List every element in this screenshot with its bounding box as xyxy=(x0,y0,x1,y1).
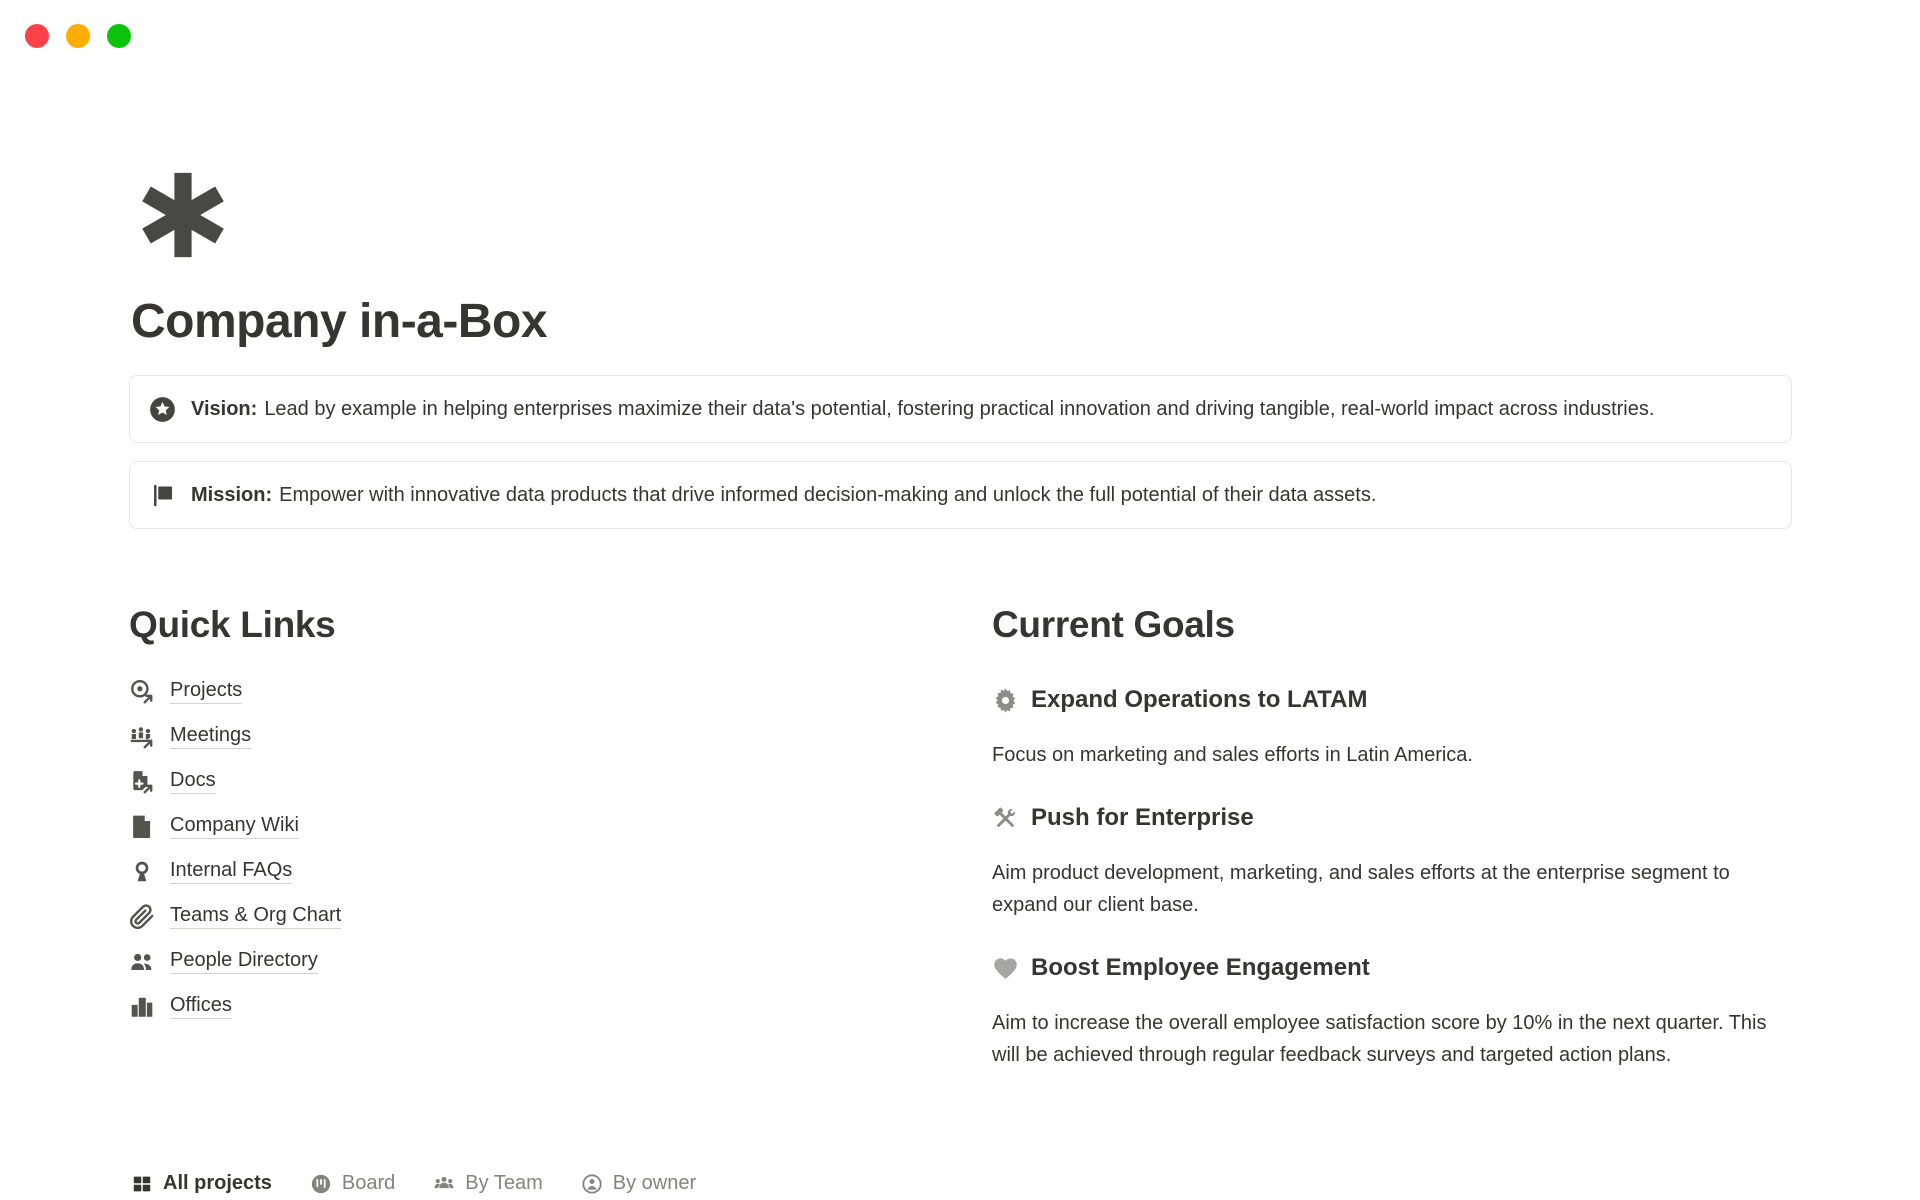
goal-description: Aim to increase the overall employee satisfaction score by 10% in the next quarter. This will be achieved through regular feedback surveys and targeted action plans. xyxy=(992,1012,1767,1066)
goal-description: Focus on marketing and sales efforts in Latin America. xyxy=(992,744,1473,766)
goal-title: Boost Employee Engagement xyxy=(1031,954,1370,981)
tab-label: Board xyxy=(341,1172,396,1194)
list-item xyxy=(129,804,947,849)
quick-link-teams-org-chart[interactable]: Teams & Org Chart xyxy=(170,904,341,929)
quick-links-heading: Quick Links xyxy=(129,604,336,645)
quick-links-column xyxy=(129,529,947,1091)
current-goals-heading: Current Goals xyxy=(992,604,1235,645)
goal-title: Push for Enterprise xyxy=(1031,804,1254,831)
quick-link-meetings[interactable]: Meetings xyxy=(170,724,251,749)
tab-by-owner[interactable] xyxy=(581,1172,696,1195)
goal-title-row xyxy=(992,803,1792,833)
goal-item xyxy=(992,953,1792,1071)
goal-title-row xyxy=(992,685,1792,715)
quick-links-list xyxy=(129,669,947,1029)
people-icon xyxy=(129,949,155,975)
list-item xyxy=(129,669,947,714)
mission-callout xyxy=(129,461,1792,529)
flag-icon xyxy=(149,482,176,509)
mission-label: Mission: xyxy=(191,484,273,506)
grid-view-icon xyxy=(131,1173,153,1195)
list-item xyxy=(129,939,947,984)
page-content xyxy=(129,0,1792,1091)
list-item xyxy=(129,759,947,804)
owner-view-icon xyxy=(581,1173,603,1195)
quick-link-projects[interactable]: Projects xyxy=(170,679,242,704)
team-view-icon xyxy=(433,1173,455,1195)
page-title: Company in-a-Box xyxy=(131,295,548,348)
buildings-icon xyxy=(129,994,155,1020)
database-view-tabs xyxy=(131,1172,696,1195)
list-item xyxy=(129,849,947,894)
goal-description: Aim product development, marketing, and sales efforts at the enterprise segment to expand our client base. xyxy=(992,862,1730,916)
mission-text xyxy=(191,479,1376,511)
list-item xyxy=(129,984,947,1029)
vision-body: Lead by example in helping enterprises maximize their data's potential, fostering practical innovation and driving tangible, real-world impact across industries. xyxy=(264,398,1655,420)
target-link-icon xyxy=(129,679,155,705)
meeting-link-icon xyxy=(129,724,155,750)
two-column-section xyxy=(129,529,1792,1091)
minimize-button[interactable] xyxy=(66,24,90,48)
tab-all-projects[interactable] xyxy=(131,1172,272,1195)
vision-callout xyxy=(129,375,1792,443)
goal-item xyxy=(992,685,1792,771)
gear-icon xyxy=(992,687,1019,714)
tab-by-team[interactable] xyxy=(433,1172,542,1195)
quick-link-internal-faqs[interactable]: Internal FAQs xyxy=(170,859,292,884)
paperclip-icon xyxy=(129,904,155,930)
list-item xyxy=(129,714,947,759)
tab-label: By owner xyxy=(612,1172,697,1194)
tab-board[interactable] xyxy=(310,1172,395,1195)
close-button[interactable] xyxy=(25,24,49,48)
tab-label: All projects xyxy=(163,1172,272,1194)
keyhole-icon xyxy=(129,859,155,885)
vision-label: Vision: xyxy=(191,398,258,420)
quick-link-company-wiki[interactable]: Company Wiki xyxy=(170,814,299,839)
tab-label: By Team xyxy=(465,1172,543,1194)
vision-text xyxy=(191,393,1654,425)
board-view-icon xyxy=(310,1173,332,1195)
goal-item xyxy=(992,803,1792,921)
page-icon xyxy=(129,814,155,840)
gray-heart-icon xyxy=(992,955,1019,982)
asterisk-page-icon[interactable] xyxy=(140,172,226,258)
goal-title: Expand Operations to LATAM xyxy=(1031,686,1368,713)
window-controls xyxy=(25,24,131,48)
current-goals-column xyxy=(992,529,1792,1091)
quick-link-people-directory[interactable]: People Directory xyxy=(170,949,318,974)
document-add-link-icon xyxy=(129,769,155,795)
list-item xyxy=(129,894,947,939)
goal-title-row xyxy=(992,953,1792,983)
star-badge-icon xyxy=(149,396,176,423)
zoom-button[interactable] xyxy=(107,24,131,48)
quick-link-docs[interactable]: Docs xyxy=(170,769,216,794)
mission-body: Empower with innovative data products that drive informed decision-making and unlock the full potential of their data assets. xyxy=(279,484,1377,506)
hammer-wrench-icon xyxy=(992,805,1019,832)
quick-link-offices[interactable]: Offices xyxy=(170,994,232,1019)
